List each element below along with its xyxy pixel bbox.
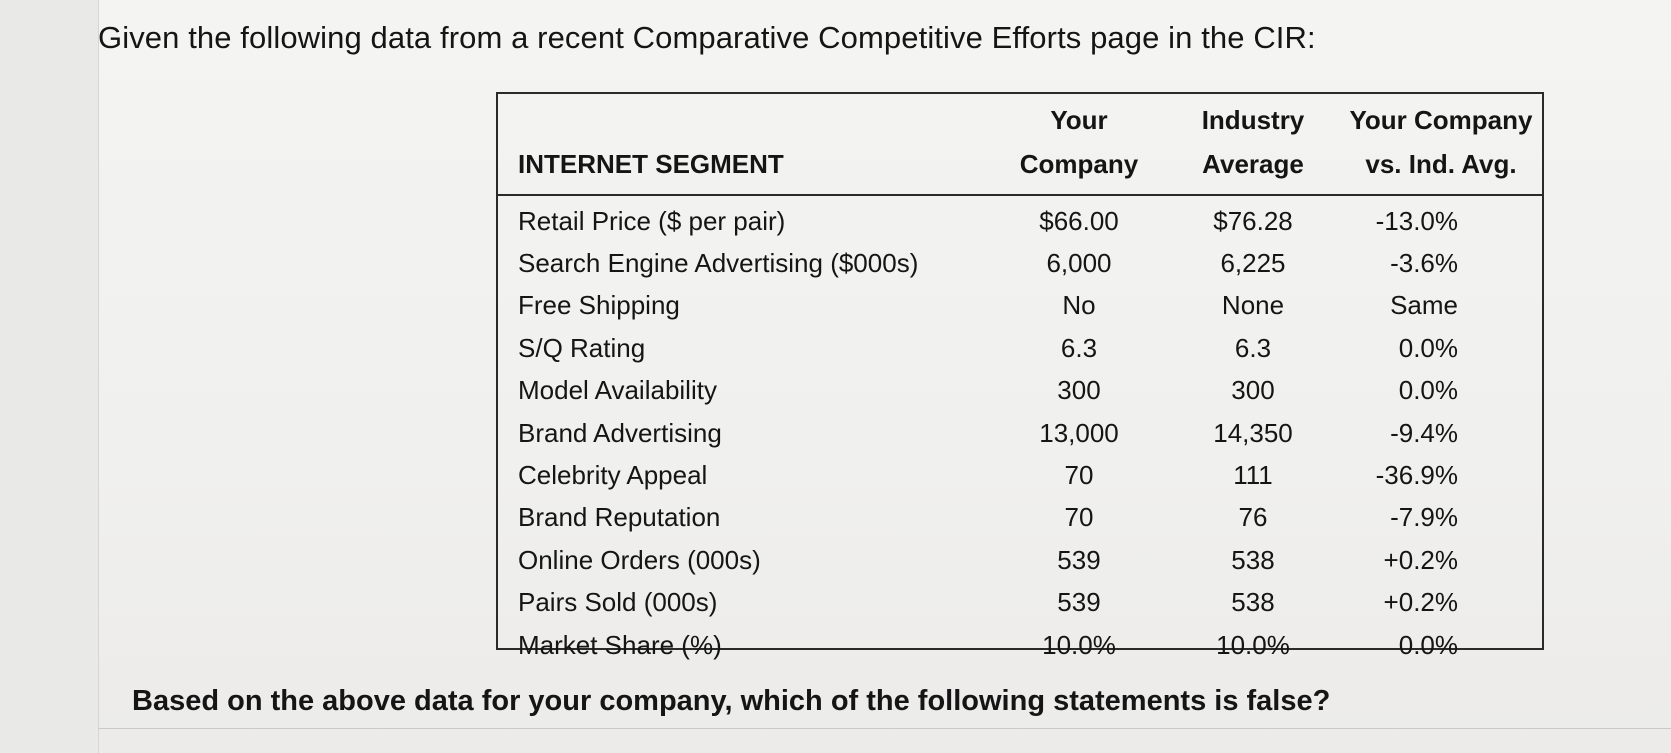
header-company-vs-industry-line1: Your Company bbox=[1349, 105, 1533, 135]
industry-average-value: None bbox=[1221, 290, 1285, 321]
question-text: Based on the above data for your company, which of the following statements is false? bbox=[132, 685, 1331, 717]
table-row bbox=[498, 327, 1542, 369]
table-row bbox=[498, 370, 1542, 412]
table-row bbox=[498, 582, 1542, 624]
table-row bbox=[498, 285, 1542, 327]
table-row bbox=[498, 242, 1542, 284]
industry-average-value: $76.28 bbox=[1213, 205, 1293, 236]
table-row bbox=[498, 497, 1542, 539]
your-company-value: 70 bbox=[1064, 502, 1094, 533]
data-table bbox=[498, 94, 1542, 666]
header-your-company bbox=[992, 94, 1166, 195]
industry-average-value: 14,350 bbox=[1213, 417, 1293, 448]
versus-value: Same bbox=[1390, 290, 1458, 321]
row-label: Search Engine Advertising ($000s) bbox=[518, 248, 919, 279]
your-company-value: 13,000 bbox=[1039, 417, 1119, 448]
row-label: Celebrity Appeal bbox=[518, 460, 708, 491]
row-label: Brand Advertising bbox=[518, 417, 722, 448]
table-row bbox=[498, 539, 1542, 581]
versus-value: -3.6% bbox=[1390, 248, 1458, 279]
your-company-value: 6.3 bbox=[1060, 332, 1098, 363]
divider bbox=[98, 728, 1671, 729]
table-row bbox=[498, 195, 1542, 242]
header-company-vs-industry bbox=[1340, 94, 1542, 195]
your-company-value: 6,000 bbox=[1046, 248, 1112, 279]
comparative-efforts-table bbox=[496, 92, 1544, 660]
your-company-value: 300 bbox=[1057, 375, 1101, 406]
header-industry-average-line1: Industry bbox=[1201, 105, 1305, 135]
your-company-value: 539 bbox=[1057, 544, 1101, 575]
industry-average-value: 538 bbox=[1231, 544, 1275, 575]
header-industry-average-line2: Average bbox=[1202, 149, 1304, 179]
industry-average-value: 6,225 bbox=[1220, 248, 1286, 279]
your-company-value: 10.0% bbox=[1042, 629, 1116, 660]
industry-average-value: 300 bbox=[1231, 375, 1275, 406]
table-row bbox=[498, 412, 1542, 454]
industry-average-value: 6.3 bbox=[1234, 332, 1272, 363]
table-row bbox=[498, 454, 1542, 496]
versus-value: -36.9% bbox=[1375, 460, 1458, 491]
row-label: Pairs Sold (000s) bbox=[518, 587, 718, 618]
header-industry-average bbox=[1166, 94, 1340, 195]
industry-average-value: 538 bbox=[1231, 587, 1275, 618]
versus-value: -7.9% bbox=[1390, 502, 1458, 533]
row-label: Market Share (%) bbox=[518, 629, 722, 660]
versus-value: 0.0% bbox=[1398, 375, 1458, 406]
industry-average-value: 111 bbox=[1233, 460, 1273, 491]
your-company-value: No bbox=[1062, 290, 1096, 321]
row-label: Retail Price ($ per pair) bbox=[518, 205, 786, 236]
row-label: S/Q Rating bbox=[518, 332, 646, 363]
your-company-value: 539 bbox=[1057, 587, 1101, 618]
table-header-row bbox=[498, 94, 1542, 195]
industry-average-value: 76 bbox=[1238, 502, 1268, 533]
header-your-company-line2: Company bbox=[1019, 149, 1139, 179]
your-company-value: 70 bbox=[1064, 460, 1094, 491]
table-row bbox=[498, 624, 1542, 666]
header-internet-segment: INTERNET SEGMENT bbox=[498, 94, 992, 195]
header-your-company-line1: Your bbox=[1050, 105, 1108, 135]
row-label: Model Availability bbox=[518, 375, 717, 406]
versus-value: -13.0% bbox=[1375, 205, 1458, 236]
versus-value: +0.2% bbox=[1383, 544, 1458, 575]
industry-average-value: 10.0% bbox=[1216, 629, 1290, 660]
row-label: Online Orders (000s) bbox=[518, 544, 761, 575]
versus-value: +0.2% bbox=[1383, 587, 1458, 618]
your-company-value: $66.00 bbox=[1039, 205, 1119, 236]
versus-value: 0.0% bbox=[1398, 629, 1458, 660]
intro-text: Given the following data from a recent Comparative Competitive Efforts page in the CIR: bbox=[98, 20, 1316, 55]
row-label: Brand Reputation bbox=[518, 502, 721, 533]
versus-value: 0.0% bbox=[1398, 332, 1458, 363]
versus-value: -9.4% bbox=[1390, 417, 1458, 448]
header-company-vs-industry-line2: vs. Ind. Avg. bbox=[1365, 149, 1517, 179]
row-label: Free Shipping bbox=[518, 290, 680, 321]
